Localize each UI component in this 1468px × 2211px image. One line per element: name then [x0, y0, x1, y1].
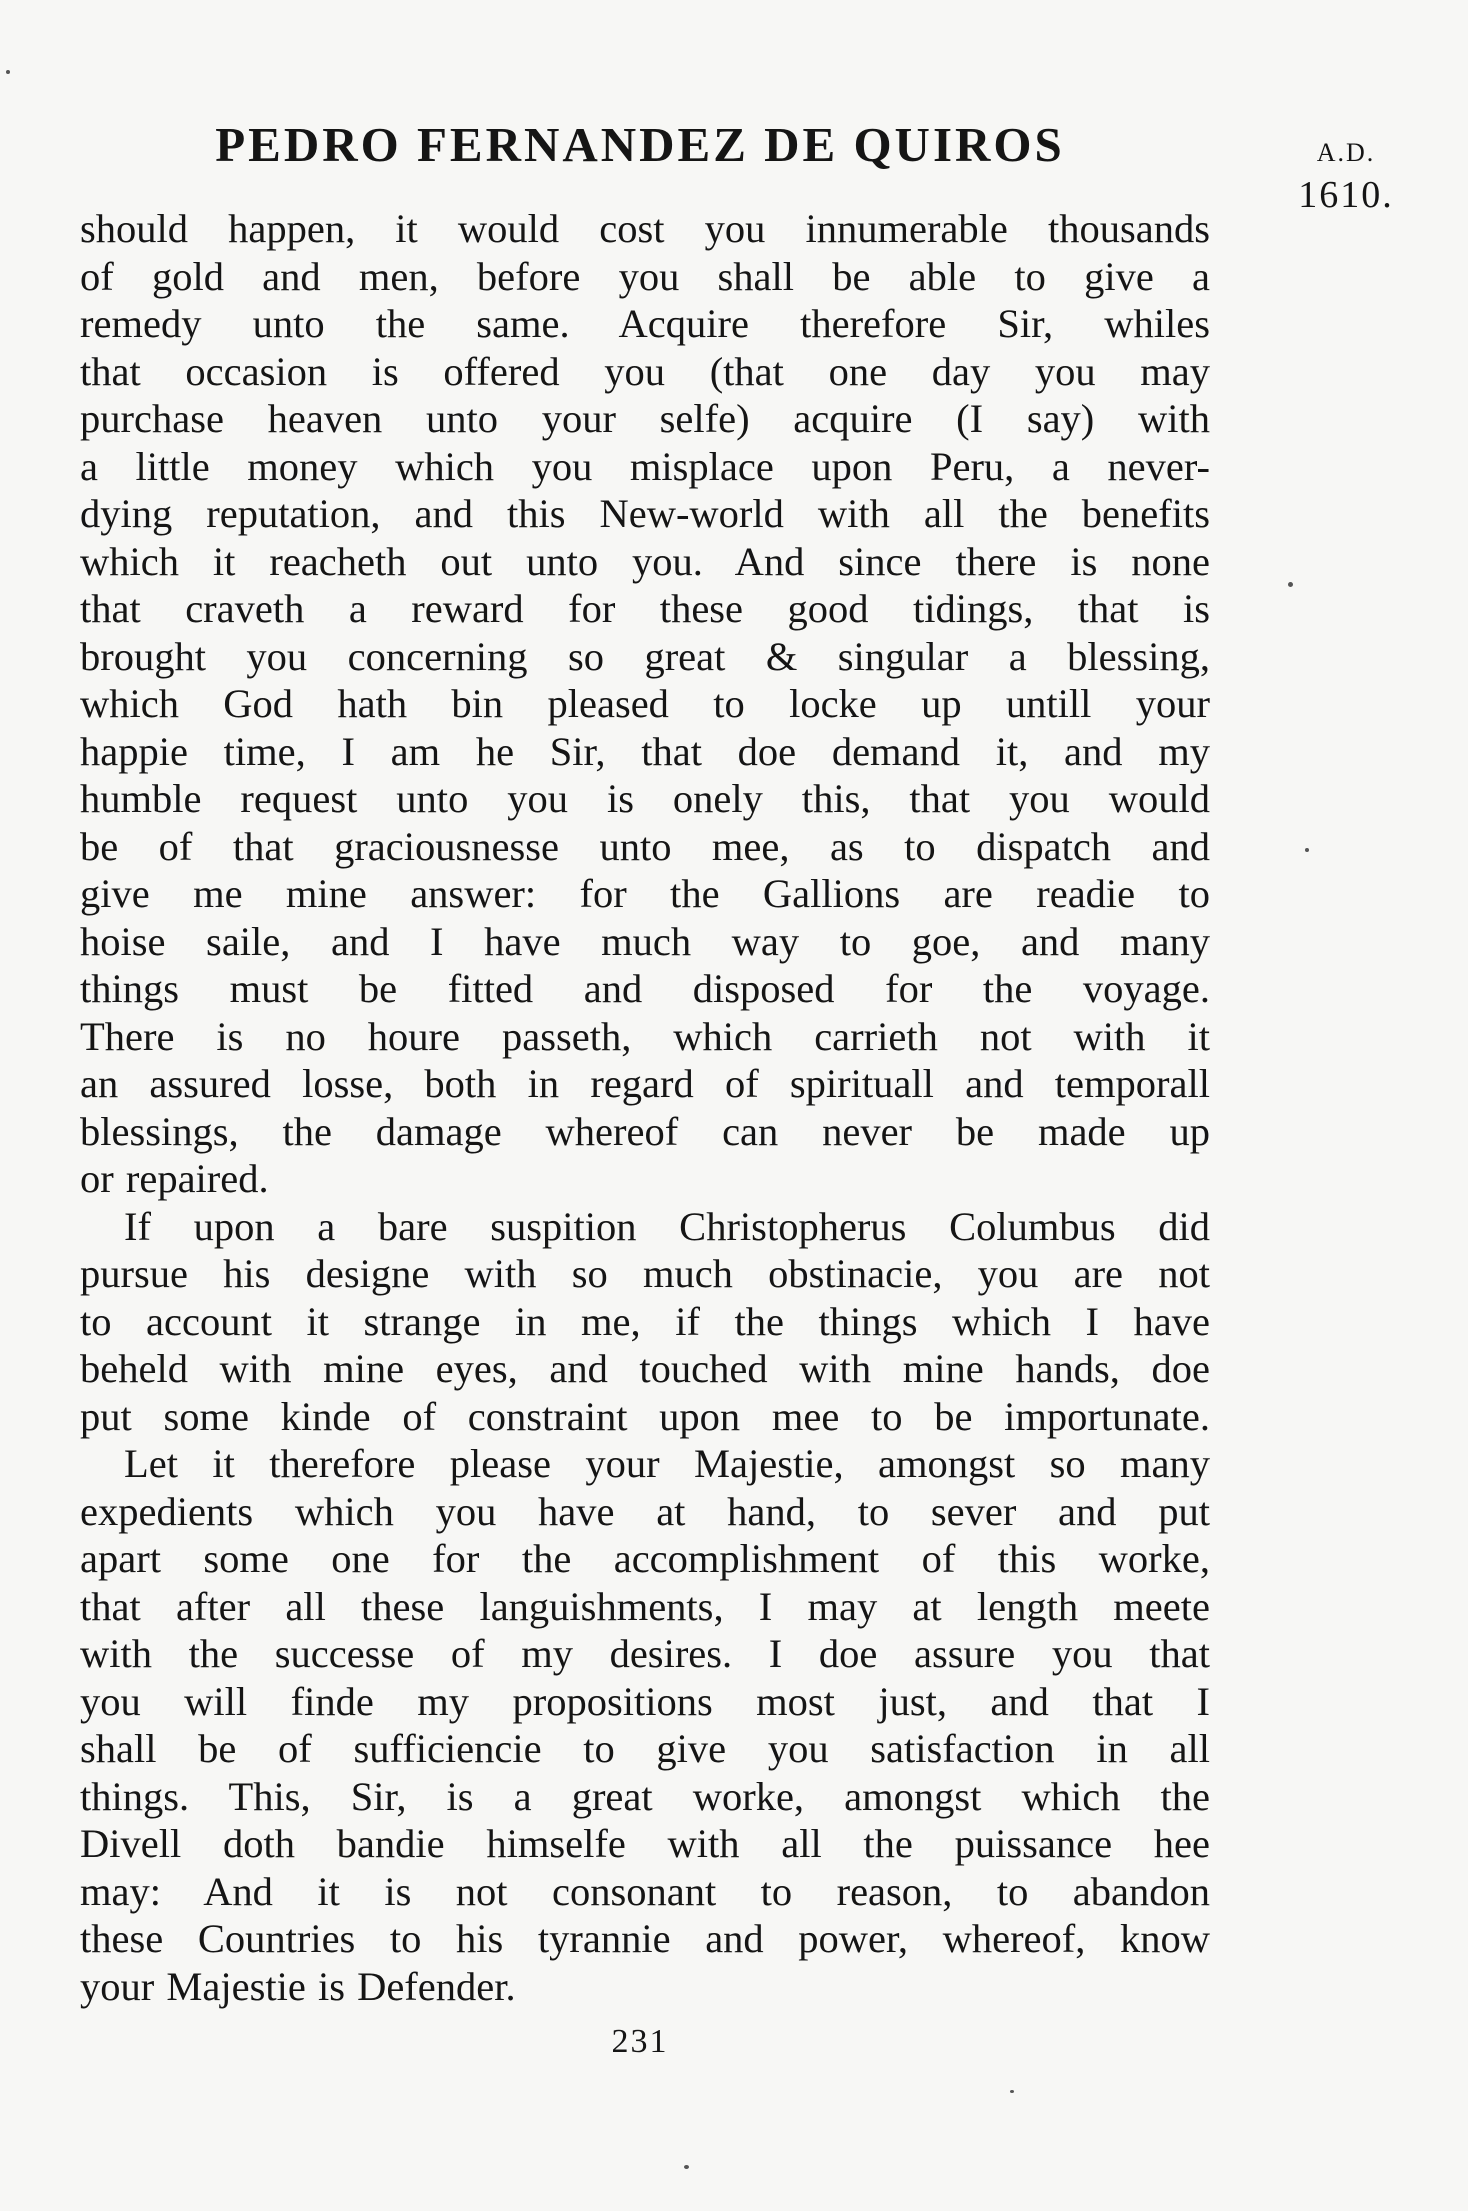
text-line: expedients which you have at hand, to sever and put	[80, 1488, 1210, 1534]
text-line: humble request unto you is onely this, that you would	[80, 776, 1210, 821]
text-line: brought you concerning so great & singular a blessing,	[80, 633, 1210, 679]
text-line: happie time, I am he Sir, that doe demand it, and my	[80, 728, 1210, 774]
paper-speck	[1305, 848, 1309, 852]
text-line: beheld with mine eyes, and touched with mine hands, doe	[80, 1346, 1210, 1391]
text-line: should happen, it would cost you innumerable thousands	[80, 206, 1210, 251]
text-line: purchase heaven unto your selfe) acquire (I say) with	[80, 396, 1210, 441]
body-text	[80, 205, 1210, 2010]
text-line: hoise saile, and I have much way to goe, and many	[80, 918, 1210, 964]
text-line: an assured losse, both in regard of spirituall and temporall	[80, 1061, 1210, 1106]
paper-speck	[1288, 582, 1293, 587]
text-line: that craveth a reward for these good tidings, that is	[80, 586, 1210, 631]
paragraph-2	[80, 1203, 1210, 1441]
text-line: with the successe of my desires. I doe assure you that	[80, 1631, 1210, 1676]
text-line: may: And it is not consonant to reason, to abandon	[80, 1868, 1210, 1914]
text-line: There is no houre passeth, which carrieth not with it	[80, 1013, 1210, 1059]
text-line: dying reputation, and this New-world with all the benefits	[80, 491, 1210, 536]
text-line: Let it therefore please your Majestie, amongst so many	[124, 1441, 1210, 1486]
text-line: remedy unto the same. Acquire therefore Sir, whiles	[80, 301, 1210, 346]
paper-speck	[1010, 2090, 1014, 2093]
paragraph-3	[80, 1440, 1210, 2010]
text-line: which it reacheth out unto you. And since there is none	[80, 538, 1210, 584]
text-line: things must be fitted and disposed for the voyage.	[80, 966, 1210, 1011]
paper-speck	[6, 70, 10, 74]
margin-date-note	[1286, 132, 1406, 216]
text-line: shall be of sufficiencie to give you satisfaction in all	[80, 1726, 1210, 1771]
text-line: that after all these languishments, I may at length meete	[80, 1583, 1210, 1629]
text-line: Divell doth bandie himselfe with all the puissance hee	[80, 1821, 1210, 1866]
text-line: these Countries to his tyrannie and power, whereof, know	[80, 1916, 1210, 1961]
text-line: things. This, Sir, is a great worke, amongst which the	[80, 1773, 1210, 1819]
text-line: a little money which you misplace upon Peru, a never-	[80, 443, 1210, 489]
text-line: which God hath bin pleased to locke up untill your	[80, 681, 1210, 726]
margin-year: 1610.	[1298, 174, 1394, 216]
text-line: your Majestie is Defender.	[80, 1963, 516, 2009]
text-line: give me mine answer: for the Gallions are readie to	[80, 871, 1210, 916]
paper-speck	[684, 2165, 689, 2169]
text-line: you will finde my propositions most just, and that I	[80, 1678, 1210, 1724]
text-line: If upon a bare suspition Christopherus Columbus did	[124, 1203, 1210, 1249]
text-line: be of that graciousnesse unto mee, as to dispatch and	[80, 823, 1210, 869]
text-line: of gold and men, before you shall be able to give a	[80, 253, 1210, 299]
text-line: or repaired.	[80, 1156, 269, 1201]
text-line: to account it strange in me, if the things which I have	[80, 1298, 1210, 1344]
text-line: blessings, the damage whereof can never be made up	[80, 1108, 1210, 1154]
margin-era: A.D.	[1316, 138, 1376, 167]
text-line: put some kinde of constraint upon mee to be importunate.	[80, 1393, 1210, 1439]
running-title: PEDRO FERNANDEZ DE QUIROS	[215, 117, 1065, 172]
paragraph-1	[80, 205, 1210, 1203]
text-line: that occasion is offered you (that one day you may	[80, 348, 1210, 394]
text-line: pursue his designe with so much obstinacie, you are not	[80, 1251, 1210, 1296]
text-line: apart some one for the accomplishment of this worke,	[80, 1536, 1210, 1581]
page-number: 231	[611, 2023, 669, 2060]
